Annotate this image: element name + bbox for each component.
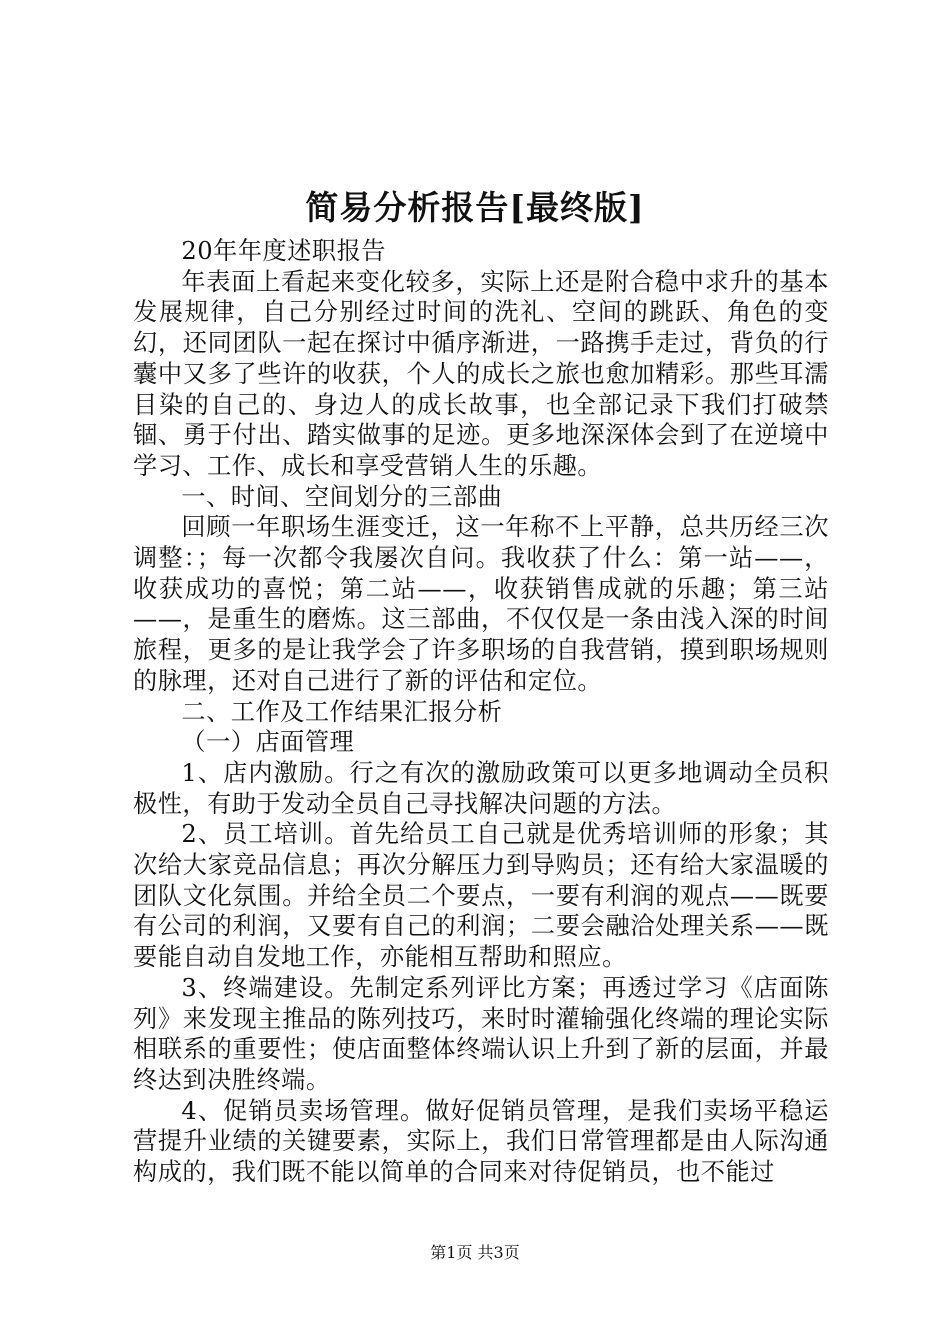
paragraph-review: 回顾一年职场生涯变迁，这一年称不上平静，总共历经三次调整：；每一次都令我屡次自问。我收获了什么：第一站——，收获成功的喜悦；第二站——，收获销售成就的乐趣；第三站——，是重生的磨炼。这三部曲，不仅仅是一条由浅入深的时间旅程，更多的是让我学会了许多职场的自我营销，摸到职场规则的脉理，还对自己进行了新的评估和定位。 <box>133 513 829 695</box>
page-number-footer: 第1页 共3页 <box>430 1243 520 1262</box>
paragraph-intro: 年表面上看起来变化较多，实际上还是附合稳中求升的基本发展规律，自己分别经过时间的洗礼、空间的跳跃、角色的变幻，还同团队一起在探讨中循序渐进，一路携手走过，背负的行囊中又多了些许的收获，个人的成长之旅也愈加精彩。那些耳濡目染的自己的、身边人的成长故事，也全部记录下我们打破禁锢、勇于付出、踏实做事的足迹。更多地深深体会到了在逆境中学习、工作、成长和享受营销人生的乐趣。 <box>133 267 829 480</box>
document-body <box>133 236 829 1188</box>
section-heading-2: 二、工作及工作结果汇报分析 <box>181 697 503 726</box>
subsection-heading-store: （一）店面管理 <box>181 728 355 757</box>
paragraph-item-4: 4、促销员卖场管理。做好促销员管理，是我们卖场平稳运营提升业绩的关键要素，实际上，我们日常管理都是由人际沟通构成的，我们既不能以简单的合同来对待促销员，也不能过 <box>133 1096 829 1187</box>
paragraph-item-1: 1、店内激励。行之有次的激励政策可以更多地调动全员积极性，有助于发动全员自己寻找解决问题的方法。 <box>133 758 829 818</box>
paragraph-item-2: 2、员工培训。首先给员工自己就是优秀培训师的形象；其次给大家竞品信息；再次分解压力到导购员；还有给大家温暖的团队文化氛围。并给全员二个要点，一要有利润的观点——既要有公司的利润，又要有自己的利润；二要会融洽处理关系——既要能自动自发地工作，亦能相互帮助和照应。 <box>133 820 829 972</box>
section-heading-1: 一、时间、空间划分的三部曲 <box>181 482 503 511</box>
paragraph-report-heading: 20年年度述职报告 <box>181 237 386 265</box>
document-title: 简易分析报告[最终版] <box>305 188 645 227</box>
paragraph-item-3: 3、终端建设。先制定系列评比方案；再透过学习《店面陈列》来发现主推品的陈列技巧，来时时灌输强化终端的理论实际相联系的重要性；使店面整体终端认识上升到了新的层面，并最终达到决胜终端。 <box>133 973 829 1094</box>
